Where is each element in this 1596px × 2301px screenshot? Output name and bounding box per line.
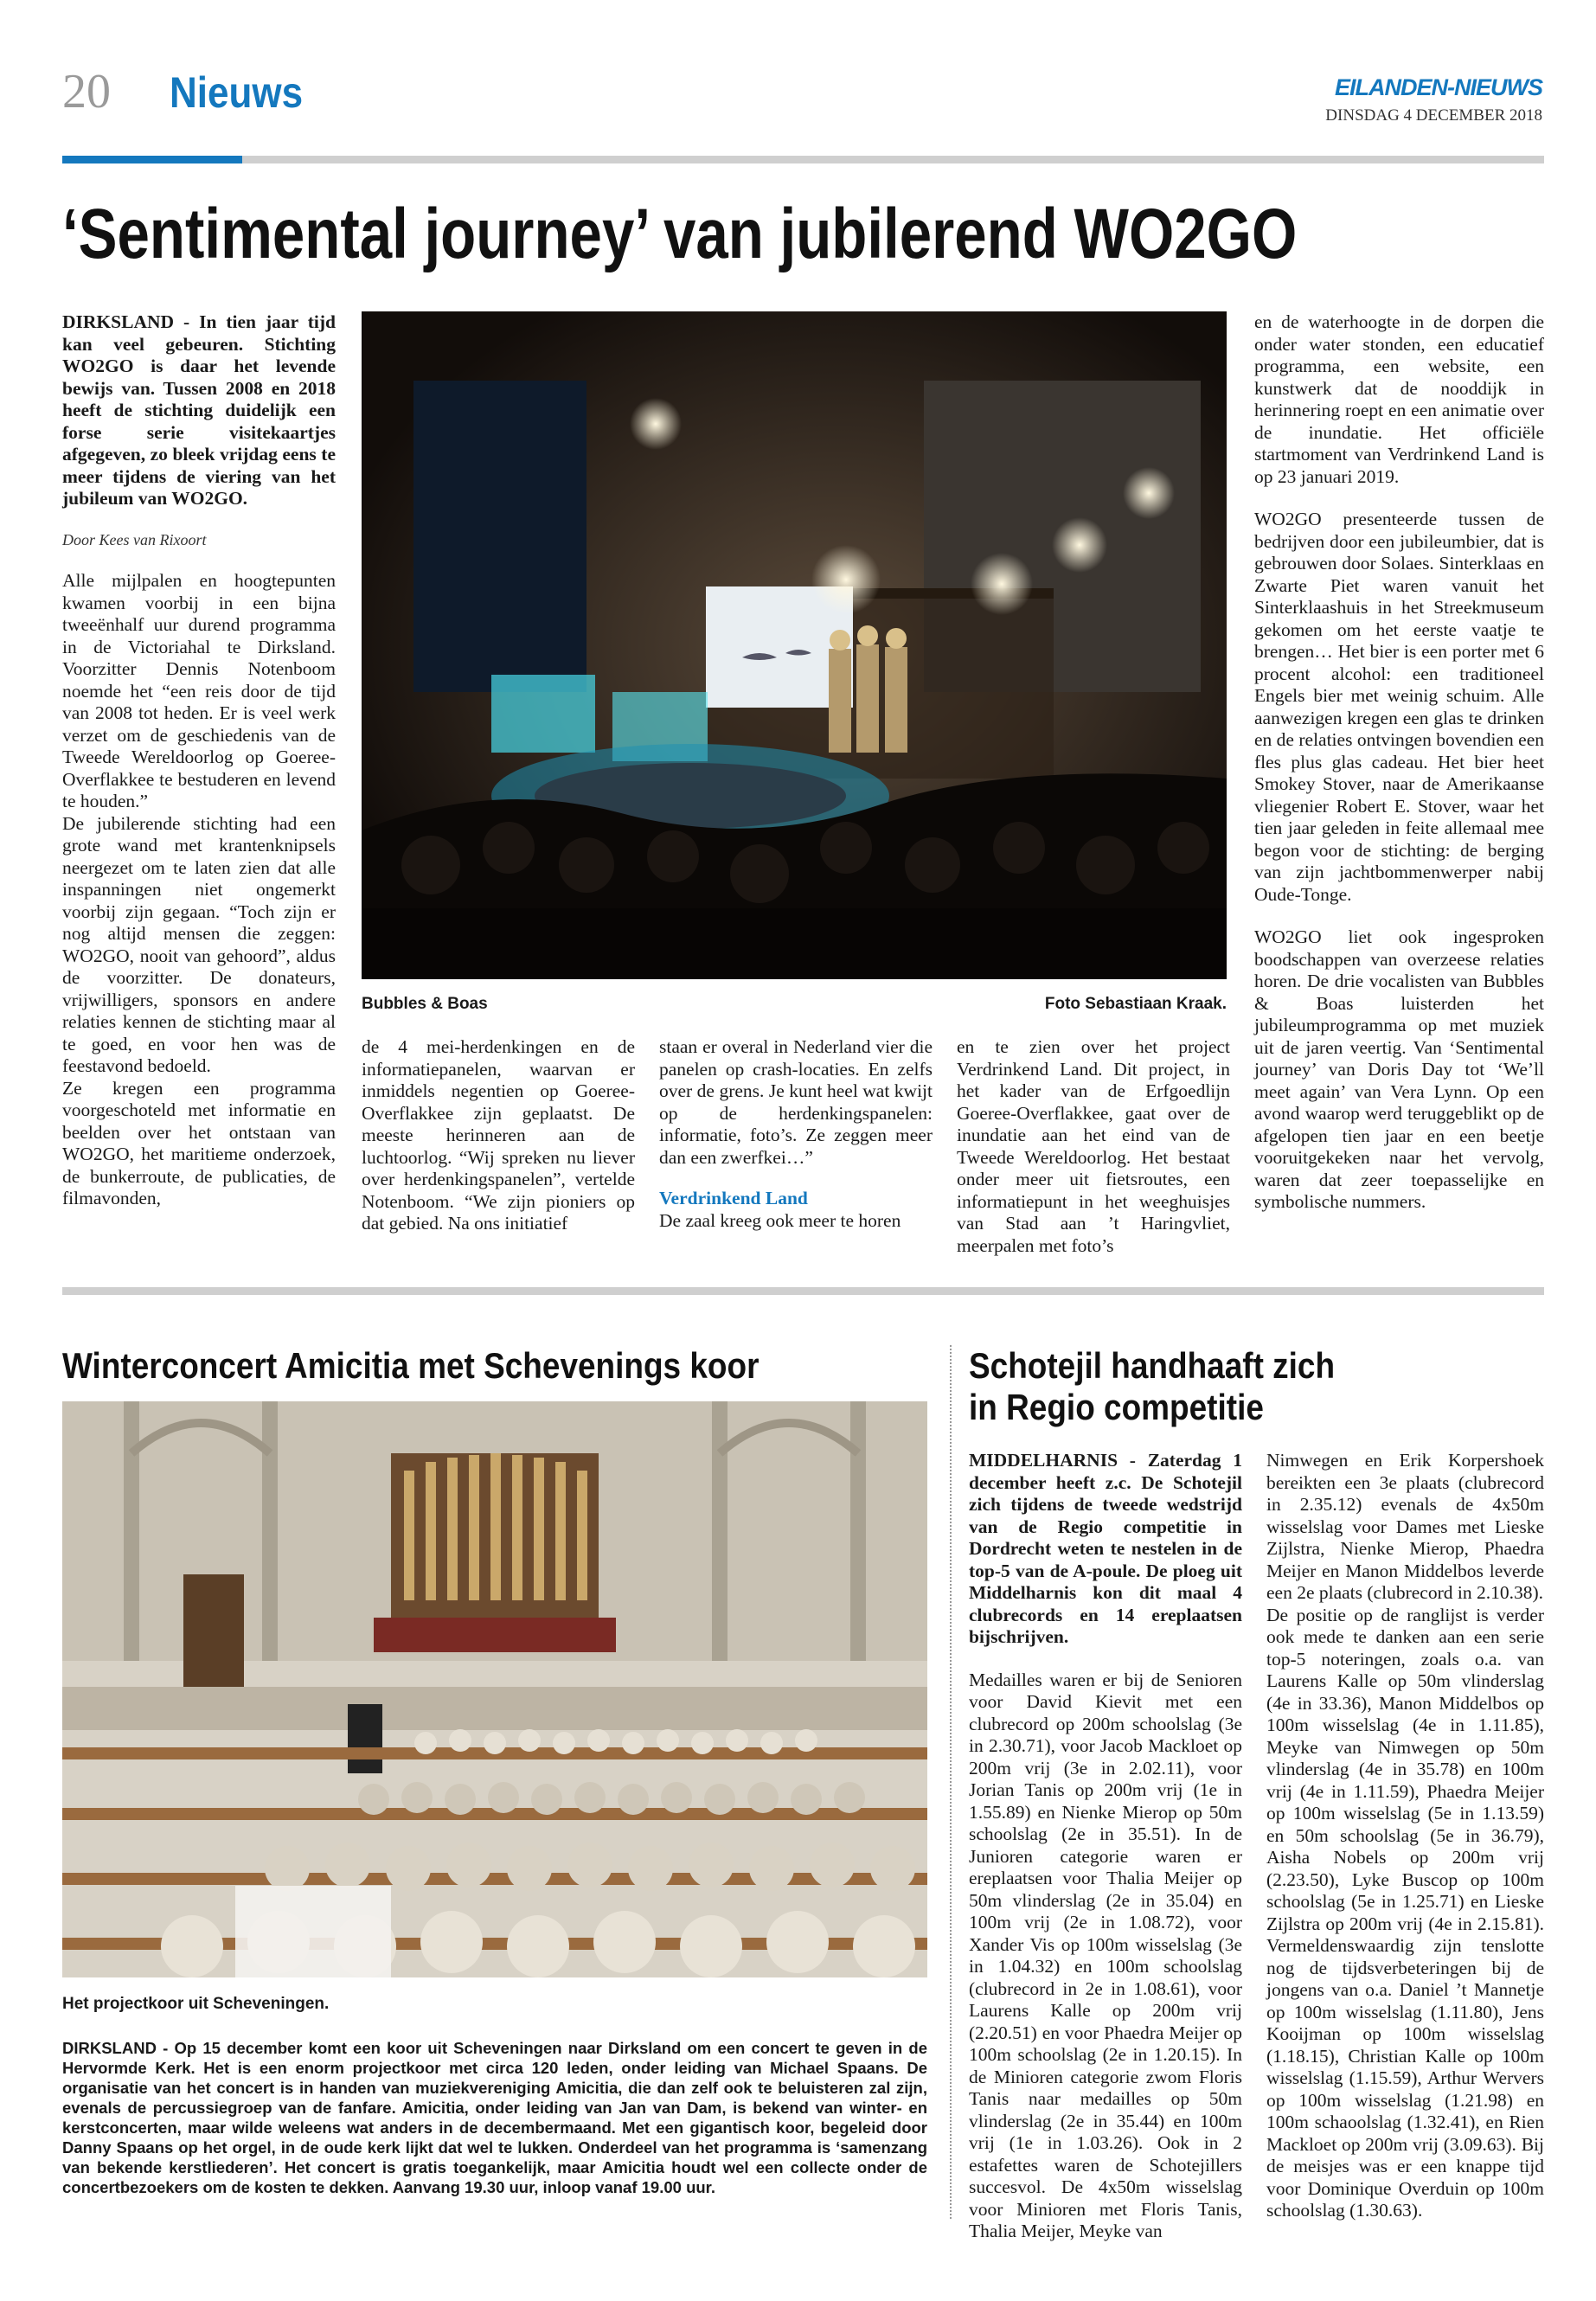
- photo-stage-performance: [362, 311, 1227, 979]
- article1-column-2: [362, 1036, 635, 1235]
- article1-paragraph: staan er overal in Nederland vier die panelen op crash-locaties. En zelfs over de grens. Je kunt heel wat kwijt op de herdenkingspanelen: informatie, foto’s. Ze zeggen meer dan een zwerfkei…”: [659, 1036, 933, 1168]
- page-number: 20: [62, 65, 111, 119]
- article3-column-2: [1266, 1450, 1544, 2222]
- article3-paragraph: De positie op de ranglijst is verder ook mede te danken aan een serie top-5 noteringen, zoals o.a. van Laurens Kalle op 50m vlinderslag (4e in 33.36), Manon Middelbos op 100m wisselslag (4e in 1.11.85), Meyke van Nimwegen op 50m vlinderslag (4e in 35.78) en 100m vrij (4e in 1.11.59), Phaedra Meijer op 100m wisselslag (5e in 1.13.59) en 50m schoolslag (5e in 36.79), Aisha Nobels op 200m vrij (2.23.50), Lyke Buscop op 100m schoolslag (5e in 1.25.71) en Lieske Zijlstra op 200m vrij (4e in 2.15.81). Vermeldenswaardig zijn tenslotte nog de tijdsverbeteringen bij de jongens van o.a. Daniel ’t Mannetje op 100m wisselslag (1.11.80), Jens Kooijman op 100m wisselslag (1.18.15), Christian Kalle op 100m wisselslag (1.15.59), Arthur Wervers op 100m wisselslag (1.21.98) en 100m schaoolslag (1.32.41), en Rien Mackloet op 200m vrij (3.09.63). Bij de meisjes was er een knappe tijd voor Dominique Overduin op 100m schoolslag (1.30.63).: [1266, 1604, 1544, 2221]
- article1-column-5: [1254, 311, 1544, 1214]
- article-headline: ‘Sentimental journey’ van jubilerend WO2GO: [62, 195, 1298, 273]
- article3-headline: Schotejil handhaaft zich: [969, 1345, 1336, 1386]
- article1-paragraph: en te zien over het project Verdrinkend Land. Dit project, in het kader van de Erfgoedlijn Goeree-Overflakkee, gaat over de inundatie aan het eind van de Tweede Wereldoorlog. Het bestaat onder meer uit fietsroutes, een informatiepunt in het weeghuisjes van Stad aan ’t Haringvliet, meerpalen met foto’s: [957, 1036, 1230, 1256]
- article1-paragraph: Alle mijlpalen en hoogtepunten kwamen voorbij in een bijna tweeënhalf uur durend programma in de Victoriahal te Dirksland. Voorzitter Dennis Notenboom noemde het “een reis door de tijd van 2008 tot heden. Er is veel werk verzet om de geschiedenis van de Tweede Wereldoorlog op Goeree-Overflakkee te bestuderen en levend te houden.”: [62, 570, 336, 811]
- article2-headline: Winterconcert Amicitia met Schevenings koor: [62, 1345, 760, 1386]
- article1-paragraph: De jubilerende stichting had een grote wand met krantenknipsels neergezet om te laten zien dat alle inspanningen niet ongemerkt voorbij zijn gegaan. “Toch zijn er nog altijd mensen die zeggen: WO2GO, nooit van gehoord”, aldus de voorzitter. De donateurs, vrijwilligers, sponsors en andere relaties kennen de stichting maar al te goed, en voor hen was de feestavond bedoeld.: [62, 812, 336, 1076]
- article1-paragraph: Ze kregen een programma voorgeschoteld met informatie en beelden over het ontstaan van WO2GO, het maritieme onderzoek, de bunkerroute, de publicaties, de filmavonden,: [62, 1077, 336, 1208]
- photo-caption: Het projectkoor uit Scheveningen.: [62, 1995, 330, 2013]
- column-divider: [950, 1345, 952, 2219]
- section-divider: [62, 1287, 1544, 1295]
- header-rule: [242, 156, 1544, 163]
- choir-photo-illustration: [62, 1401, 927, 1977]
- article1-paragraph: WO2GO presenteerde tussen de bedrijven door een jubileumbier, dat is gebrouwen door Solaes. Sinterklaas en Zwarte Piet waren vanuit het Sinterklaashuis in het Streekmuseum gekomen om het eerste vaatje te brengen… Het bier is een porter met 6 procent alcohol: een traditioneel Engels bier met weinig schuim. Alle aanwezigen kregen een glas te drinken en de relaties ontvingen bovendien een fles plus glas cadeau. Het bier heet Smokey Stover, naar de Amerikaanse vliegenier Robert E. Stover, waar het tien jaar geleden in feite allemaal mee begon voor de stichting: de berging van zijn jachtbommenwerper nabij Oude-Tonge.: [1254, 509, 1544, 905]
- article3-paragraph: Medailles waren er bij de Senioren voor David Kievit met een clubrecord op 200m schoolslag (3e in 2.30.71), voor Jacob Mackloet op 200m vrij (3e in 2.02.11), voor Jorian Tanis op 200m vrij (1e in 1.55.89) en Nienke Mierop op 50m schoolslag (2e in 35.51). In de Junioren categorie waren er ereplaatsen voor Thalia Meijer op 50m vlinderslag (2e in 35.04) en 100m vrij (2e in 1.08.72), voor Xander Vis op 100m wisselslag (3e in 1.04.32) en 100m schoolslag (clubrecord in 2e in 1.08.61), voor Laurens Kalle op 200m vrij (2.20.51) en voor Phaedra Meijer op 100m schoolslag (2e in 1.20.15). In de Minioren categorie zwom Floris Tanis naar medailles op 50m vlinderslag (2e in 35.44) en 100m vrij (1e in 1.03.26). Ook in 2 estafettes waren de Schotejillers succesvol. De 4x50m wisselslag voor Minioren met Floris Tanis, Thalia Meijer, Meyke van: [969, 1669, 1242, 2241]
- article1-paragraph: en de waterhoogte in de dorpen die onder water stonden, een educatief programma, een website, een kunstwerk dat de nooddijk in herinnering roept en een animatie over de inundatie. Het officiële startmoment van Verdrinkend Land is op 23 januari 2019.: [1254, 311, 1544, 487]
- byline: Door Kees van Rixoort: [62, 530, 207, 548]
- photo-caption: Bubbles & Boas: [362, 995, 488, 1013]
- header-accent-rule: [62, 156, 242, 163]
- article2-body: DIRKSLAND - Op 15 december komt een koor uit Scheveningen naar Dirksland om een concert te geven in de Hervormde Kerk. Het is een enorm projectkoor met circa 120 leden, onder leiding van Michael Spaans. De organisatie van het concert is in handen van muziekvereniging Amicitia, die dan zelf ook te beluisteren zal zijn, evenals de percussiegroep van de fanfare. Amicitia, onder leiding van Jan van Dam, is bekend van winter- en kerstconcerten, maar wilde weleens wat anders in de decembermaand. Met een gigantisch koor, begeleid door Danny Spaans op het orgel, in de oude kerk lijkt dat wel te lukken. Onderdeel van het programma is ‘samenzang van bekende kerstliederen’. Het concert is gratis toegankelijk, maar Amicitia houdt wel een collecte onder de concertbezoekers om de kosten te dekken. Aanvang 19.30 uur, inloop vanaf 19.00 uur.: [62, 2039, 927, 2196]
- newspaper-logo: EILANDEN-NIEUWS: [1335, 74, 1542, 100]
- article1-paragraph: WO2GO liet ook ingesproken boodschappen van overzeese relaties horen. De drie vocalisten van Bubbles & Boas luisterden het jubileumprogramma op met muziek uit de jaren veertig. Van ‘Sentimental journey’ van Doris Day tot ‘We’ll meet again’ van Vera Lynn. Op een avond waarop werd teruggeblikt op de afgelopen tien jaar en een beetje vooruitgekeken naar het vervolg, waren dat zeer toepasselijke en symbolische nummers.: [1254, 926, 1544, 1212]
- article1-paragraph: De zaal kreeg ook meer te horen: [659, 1209, 901, 1231]
- article3-paragraph: Nimwegen en Erik Korpershoek bereikten een 3e plaats (clubrecord in 2.35.12) evenals de 4x50m wisselslag voor Dames met Lieske Zijlstra, Nienke Mierop, Phaedra Meijer en Manon Middelbos leverde een 2e plaats (clubrecord in 2.10.38).: [1266, 1450, 1544, 1603]
- article3-column-1: [969, 1450, 1242, 2243]
- article1-subhead: Verdrinkend Land: [659, 1188, 808, 1208]
- article1-lead: DIRKSLAND - In tien jaar tijd kan veel gebeuren. Stichting WO2GO is daar het levende bewijs van. Tussen 2008 en 2018 heeft de stichting duidelijk een forse serie visitekaartjes afgegeven, zo bleek vrijdag eens te meer tijdens de viering van het jubileum van WO2GO.: [62, 311, 336, 509]
- section-title: Nieuws: [170, 68, 304, 117]
- article1-column-4: [957, 1036, 1230, 1257]
- article1-column-3: [659, 1036, 933, 1232]
- article1-column-1: [62, 311, 336, 1210]
- issue-date: DINSDAG 4 DECEMBER 2018: [1325, 106, 1542, 125]
- article3-headline: in Regio competitie: [969, 1387, 1264, 1427]
- photo-church-choir: [62, 1401, 927, 1977]
- stage-photo-illustration: [362, 311, 1227, 979]
- article3-lead: MIDDELHARNIS - Zaterdag 1 december heeft z.c. De Schotejil zich tijdens de tweede wedstrijd van de Regio competitie in Dordrecht weten te nestelen in de top-5 van de A-poule. De ploeg uit Middelharnis kon dit maal 4 clubrecords en 14 ereplaatsen bijschrijven.: [969, 1450, 1242, 1647]
- photo-credit: Foto Sebastiaan Kraak.: [1044, 995, 1227, 1013]
- article1-paragraph: de 4 mei-herdenkingen en de informatiepanelen, waarvan er inmiddels negentien op Goeree-Overflakkee zijn geplaatst. De meeste herinneren aan de luchtoorlog. “Wij spreken nu liever over herdenkingspanelen”, vertelde Notenboom. “We zijn pioniers op dat gebied. Na ons initiatief: [362, 1036, 635, 1234]
